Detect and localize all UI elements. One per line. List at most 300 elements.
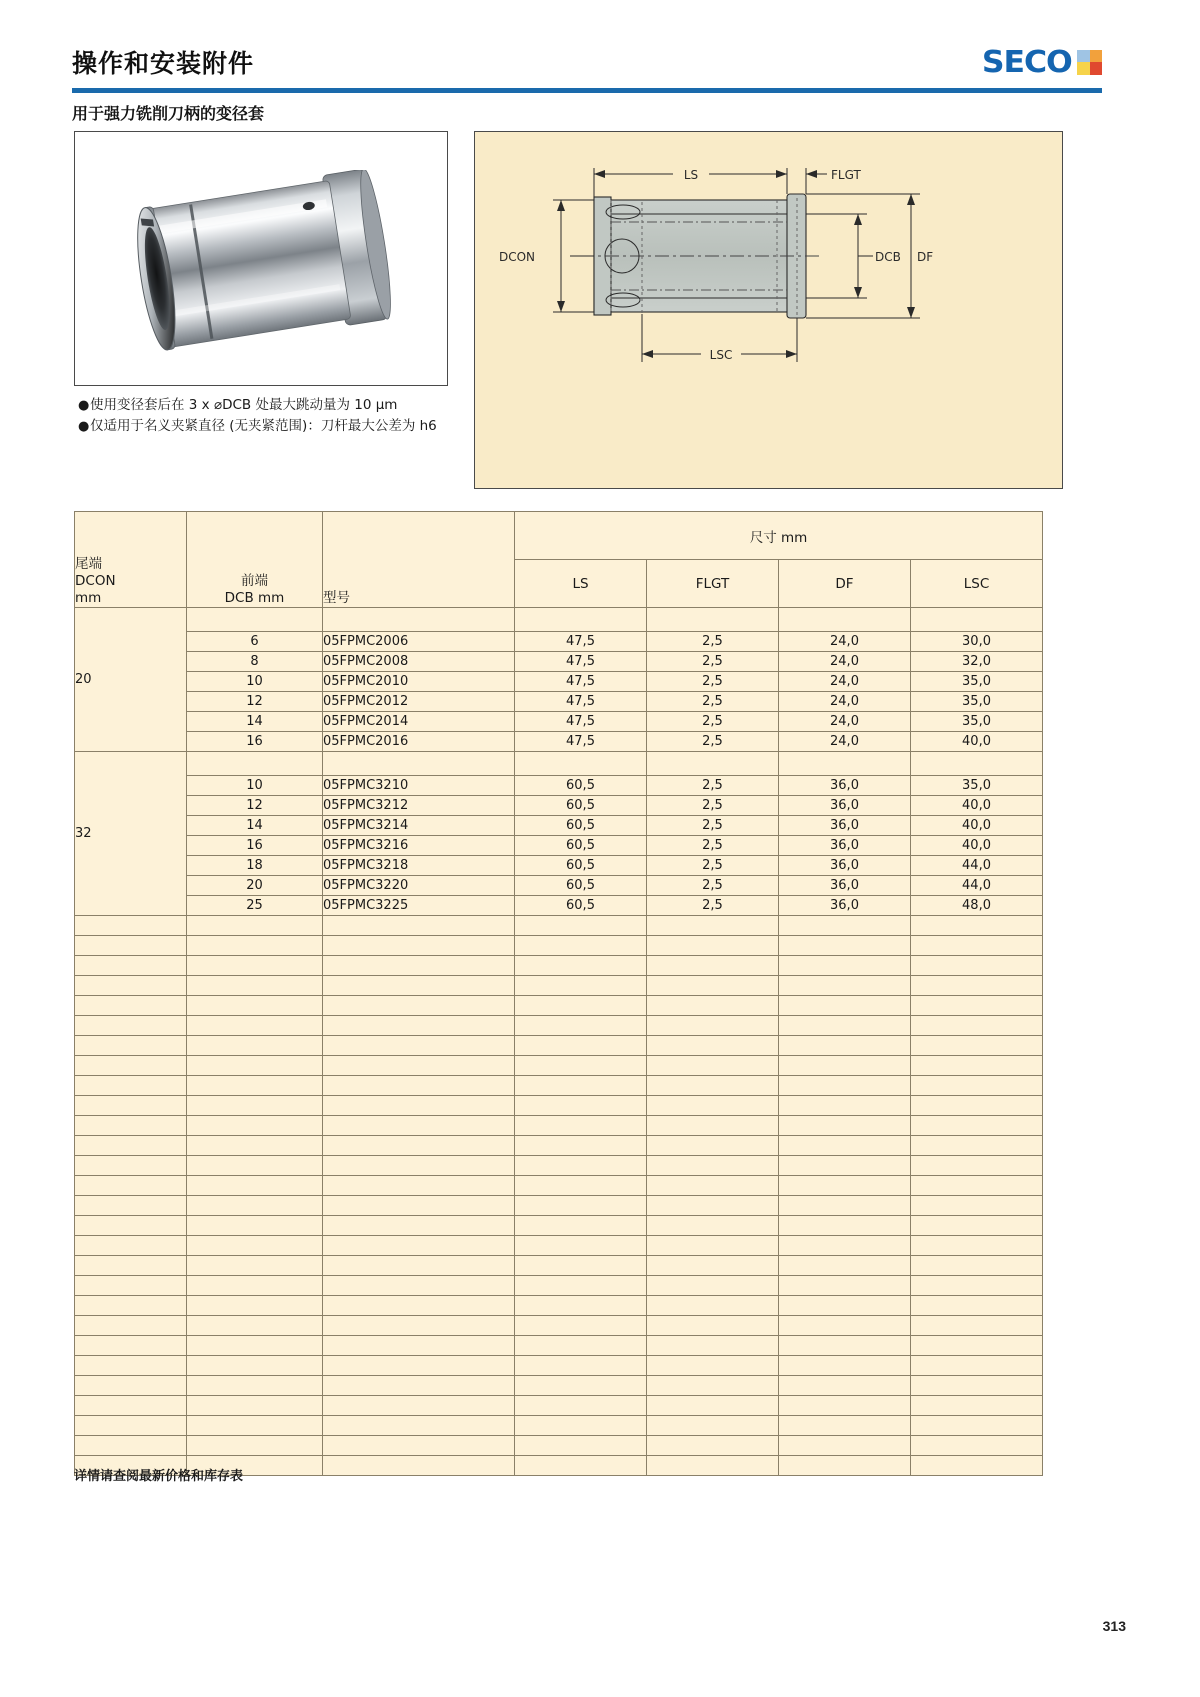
cell-model — [323, 936, 515, 956]
cell-lsc — [911, 1276, 1043, 1296]
page-title: 操作和安装附件 — [72, 49, 255, 78]
cell-lsc — [911, 996, 1043, 1016]
table-empty-row — [75, 1296, 1043, 1316]
cell-flgt: 2,5 — [647, 692, 779, 712]
cell-model — [323, 608, 515, 632]
cell-ls — [515, 1416, 647, 1436]
header-flgt: FLGT — [647, 560, 779, 608]
table-group-row — [75, 752, 1043, 776]
diagram-label-flgt: FLGT — [831, 168, 861, 182]
header-model — [323, 512, 515, 608]
cell-dcon — [75, 1036, 187, 1056]
cell-model — [323, 1456, 515, 1476]
cell-model — [323, 1356, 515, 1376]
cell-df — [779, 1156, 911, 1176]
cell-lsc — [911, 1316, 1043, 1336]
cell-flgt — [647, 1456, 779, 1476]
cell-lsc — [911, 752, 1043, 776]
header-dcon-line1: 尾端 — [75, 556, 102, 572]
cell-df — [779, 1176, 911, 1196]
cell-lsc — [911, 976, 1043, 996]
cell-df: 24,0 — [779, 692, 911, 712]
cell-df: 36,0 — [779, 836, 911, 856]
page-number: 313 — [1102, 1618, 1126, 1634]
cell-dcon — [75, 956, 187, 976]
cell-flgt — [647, 1016, 779, 1036]
header-df: DF — [779, 560, 911, 608]
table-header-row-1 — [75, 512, 1043, 560]
cell-model — [323, 1096, 515, 1116]
cell-ls — [515, 1376, 647, 1396]
cell-lsc — [911, 1396, 1043, 1416]
cell-lsc — [911, 1116, 1043, 1136]
table-empty-row — [75, 1436, 1043, 1456]
diagram-label-dcb: DCB — [875, 250, 901, 264]
header-dcb-line2: DCB mm — [224, 590, 285, 606]
cell-flgt — [647, 1396, 779, 1416]
logo-swatch-1 — [1077, 50, 1090, 63]
table-empty-row — [75, 1236, 1043, 1256]
bullet-marker-icon: ● — [78, 398, 90, 413]
cell-dcb — [187, 1076, 323, 1096]
cell-lsc — [911, 1436, 1043, 1456]
cell-lsc — [911, 1456, 1043, 1476]
cell-dcon — [75, 1356, 187, 1376]
table-empty-row — [75, 976, 1043, 996]
cell-dcb: 20 — [187, 876, 323, 896]
cell-dcon — [75, 1396, 187, 1416]
diagram-label-df: DF — [917, 250, 934, 264]
cell-ls — [515, 1176, 647, 1196]
table-empty-row — [75, 1196, 1043, 1216]
cell-dcb — [187, 916, 323, 936]
technical-drawing-box — [474, 131, 1063, 489]
cell-ls — [515, 1396, 647, 1416]
table-empty-row — [75, 1396, 1043, 1416]
header-dcon-line3: mm — [75, 590, 102, 606]
product-photo-box — [74, 131, 448, 386]
cell-ls: 60,5 — [515, 816, 647, 836]
cell-flgt: 2,5 — [647, 672, 779, 692]
cell-lsc: 44,0 — [911, 856, 1043, 876]
cell-df — [779, 1316, 911, 1336]
table-row — [75, 896, 1043, 916]
cell-model: 05FPMC3212 — [323, 796, 515, 816]
cell-dcon — [75, 936, 187, 956]
cell-dcb: 10 — [187, 776, 323, 796]
cell-df — [779, 1136, 911, 1156]
cell-dcb — [187, 1176, 323, 1196]
cell-model — [323, 1336, 515, 1356]
table-row — [75, 732, 1043, 752]
cell-df — [779, 1036, 911, 1056]
list-item — [78, 417, 478, 436]
cell-df — [779, 1416, 911, 1436]
cell-df — [779, 752, 911, 776]
table-empty-row — [75, 1076, 1043, 1096]
cell-dcb — [187, 1356, 323, 1376]
cell-df: 24,0 — [779, 672, 911, 692]
logo-swatch-4 — [1090, 62, 1103, 75]
table-empty-row — [75, 936, 1043, 956]
header-dcon-line2: DCON — [75, 573, 116, 589]
cell-dcon — [75, 1216, 187, 1236]
cell-df — [779, 1056, 911, 1076]
header-model-label: 型号 — [323, 590, 350, 606]
cell-model: 05FPMC2016 — [323, 732, 515, 752]
cell-flgt — [647, 916, 779, 936]
cell-df — [779, 1016, 911, 1036]
table-row — [75, 692, 1043, 712]
cell-lsc: 40,0 — [911, 836, 1043, 856]
cell-flgt — [647, 1376, 779, 1396]
header-ls: LS — [515, 560, 647, 608]
cell-flgt — [647, 976, 779, 996]
cell-model — [323, 1236, 515, 1256]
cell-flgt — [647, 1416, 779, 1436]
cell-df: 24,0 — [779, 632, 911, 652]
cell-df: 36,0 — [779, 896, 911, 916]
cell-flgt: 2,5 — [647, 896, 779, 916]
cell-ls: 47,5 — [515, 652, 647, 672]
cell-dcb: 18 — [187, 856, 323, 876]
section-subtitle: 用于强力铣削刀柄的变径套 — [72, 104, 265, 123]
cell-model — [323, 1196, 515, 1216]
cell-flgt: 2,5 — [647, 732, 779, 752]
cell-lsc: 40,0 — [911, 732, 1043, 752]
cell-model — [323, 1116, 515, 1136]
cell-df — [779, 1096, 911, 1116]
diagram-label-dcon: DCON — [498, 250, 536, 264]
table-empty-row — [75, 1036, 1043, 1056]
table-row — [75, 796, 1043, 816]
table-empty-row — [75, 1216, 1043, 1236]
page-header — [72, 36, 1102, 88]
cell-lsc — [911, 1016, 1043, 1036]
cell-flgt — [647, 1096, 779, 1116]
specification-table-wrapper — [74, 511, 1042, 1476]
cell-dcb — [187, 1236, 323, 1256]
cell-model: 05FPMC3225 — [323, 896, 515, 916]
cell-lsc: 35,0 — [911, 712, 1043, 732]
bullet-marker-icon: ● — [78, 419, 90, 434]
cell-ls — [515, 1216, 647, 1236]
table-row — [75, 632, 1043, 652]
table-empty-row — [75, 1276, 1043, 1296]
cell-ls — [515, 1076, 647, 1096]
cell-lsc: 35,0 — [911, 672, 1043, 692]
cell-df — [779, 1256, 911, 1276]
cell-lsc — [911, 1076, 1043, 1096]
cell-dcon — [75, 1316, 187, 1336]
cell-model — [323, 976, 515, 996]
cell-dcb — [187, 1156, 323, 1176]
cell-dcb — [187, 1056, 323, 1076]
table-empty-row — [75, 1356, 1043, 1376]
cell-lsc: 48,0 — [911, 896, 1043, 916]
cell-flgt — [647, 1076, 779, 1096]
cell-dcb — [187, 1316, 323, 1336]
diagram-label-ls: LS — [683, 168, 699, 182]
cell-flgt: 2,5 — [647, 776, 779, 796]
cell-ls — [515, 996, 647, 1016]
table-row — [75, 876, 1043, 896]
cell-dcon — [75, 1156, 187, 1176]
cell-ls — [515, 1036, 647, 1056]
cell-ls — [515, 1056, 647, 1076]
cell-dcb: 16 — [187, 732, 323, 752]
cell-ls: 47,5 — [515, 632, 647, 652]
cell-flgt — [647, 1356, 779, 1376]
header-dimension-group: 尺寸 mm — [515, 512, 1043, 560]
cell-ls — [515, 1096, 647, 1116]
cell-lsc — [911, 936, 1043, 956]
cell-model: 05FPMC2006 — [323, 632, 515, 652]
header-divider — [72, 88, 1102, 93]
footnote: 详情请查阅最新价格和库存表 — [74, 1469, 244, 1484]
cell-lsc — [911, 1136, 1043, 1156]
cell-flgt — [647, 1196, 779, 1216]
logo-swatch-3 — [1077, 62, 1090, 75]
cell-ls — [515, 1456, 647, 1476]
header-dcon — [75, 512, 187, 608]
table-row — [75, 652, 1043, 672]
cell-dcb: 14 — [187, 712, 323, 732]
cell-df — [779, 1456, 911, 1476]
cell-dcb — [187, 976, 323, 996]
diagram-label-lsc: LSC — [709, 348, 733, 362]
cell-lsc: 40,0 — [911, 796, 1043, 816]
cell-lsc — [911, 956, 1043, 976]
cell-dcb — [187, 1276, 323, 1296]
cell-dcb — [187, 1136, 323, 1156]
cell-ls — [515, 976, 647, 996]
cell-df — [779, 1396, 911, 1416]
cell-lsc: 40,0 — [911, 816, 1043, 836]
cell-ls — [515, 1276, 647, 1296]
cell-ls: 60,5 — [515, 796, 647, 816]
cell-model — [323, 1256, 515, 1276]
cell-dcon — [75, 1076, 187, 1096]
cell-flgt — [647, 996, 779, 1016]
cell-ls — [515, 1316, 647, 1336]
cell-ls: 60,5 — [515, 856, 647, 876]
cell-lsc: 35,0 — [911, 692, 1043, 712]
table-group-row — [75, 608, 1043, 632]
cell-flgt — [647, 1116, 779, 1136]
cell-df — [779, 1216, 911, 1236]
cell-ls: 60,5 — [515, 776, 647, 796]
cell-dcb — [187, 936, 323, 956]
cell-ls: 47,5 — [515, 732, 647, 752]
cell-lsc — [911, 1256, 1043, 1276]
cell-ls — [515, 956, 647, 976]
cell-flgt: 2,5 — [647, 632, 779, 652]
cell-flgt — [647, 608, 779, 632]
cell-df: 36,0 — [779, 796, 911, 816]
logo-swatch-2 — [1090, 50, 1103, 63]
cell-flgt — [647, 1176, 779, 1196]
cell-ls — [515, 1016, 647, 1036]
cell-ls: 60,5 — [515, 896, 647, 916]
cell-dcb — [187, 1096, 323, 1116]
cell-flgt — [647, 936, 779, 956]
cell-dcb — [187, 1116, 323, 1136]
cell-dcon — [75, 1436, 187, 1456]
cell-flgt — [647, 752, 779, 776]
cell-dcb — [187, 1216, 323, 1236]
cell-dcon — [75, 1016, 187, 1036]
cell-dcon — [75, 1296, 187, 1316]
cell-ls — [515, 608, 647, 632]
cell-lsc — [911, 916, 1043, 936]
cell-dcb — [187, 996, 323, 1016]
cell-df — [779, 936, 911, 956]
cell-dcb: 12 — [187, 796, 323, 816]
cell-df — [779, 1236, 911, 1256]
cell-model — [323, 1376, 515, 1396]
cell-lsc — [911, 1356, 1043, 1376]
cell-flgt: 2,5 — [647, 876, 779, 896]
cell-ls: 60,5 — [515, 876, 647, 896]
cell-dcb — [187, 956, 323, 976]
cell-dcon — [75, 976, 187, 996]
cell-model — [323, 1156, 515, 1176]
sleeve-dimension-drawing — [475, 132, 1064, 490]
table-row — [75, 816, 1043, 836]
cell-ls — [515, 1256, 647, 1276]
cell-lsc — [911, 1196, 1043, 1216]
cell-lsc — [911, 1296, 1043, 1316]
cell-dcon — [75, 1416, 187, 1436]
cell-df — [779, 956, 911, 976]
table-row — [75, 712, 1043, 732]
cell-flgt — [647, 1056, 779, 1076]
cell-flgt — [647, 1036, 779, 1056]
cell-lsc — [911, 1236, 1043, 1256]
cell-flgt — [647, 1296, 779, 1316]
cell-dcon — [75, 1376, 187, 1396]
seco-logo-color-block — [1077, 50, 1102, 75]
cell-flgt: 2,5 — [647, 796, 779, 816]
cell-flgt — [647, 956, 779, 976]
cell-flgt: 2,5 — [647, 712, 779, 732]
table-empty-row — [75, 1376, 1043, 1396]
cell-dcon — [75, 996, 187, 1016]
table-empty-row — [75, 1316, 1043, 1336]
table-empty-row — [75, 1416, 1043, 1436]
cell-model: 05FPMC3218 — [323, 856, 515, 876]
cell-model — [323, 1436, 515, 1456]
cell-flgt — [647, 1256, 779, 1276]
cell-model — [323, 1216, 515, 1236]
header-dcb — [187, 512, 323, 608]
cell-ls — [515, 1116, 647, 1136]
cell-ls — [515, 1336, 647, 1356]
cell-model — [323, 1056, 515, 1076]
cell-dcon — [75, 1116, 187, 1136]
cell-model — [323, 916, 515, 936]
cell-ls: 47,5 — [515, 692, 647, 712]
seco-logo-text: SECO — [982, 44, 1073, 80]
cell-df: 24,0 — [779, 732, 911, 752]
cell-dcb — [187, 1196, 323, 1216]
specification-table — [74, 511, 1043, 1476]
cell-dcb: 10 — [187, 672, 323, 692]
cell-model — [323, 1076, 515, 1096]
cell-model: 05FPMC3210 — [323, 776, 515, 796]
cell-dcb: 14 — [187, 816, 323, 836]
cell-dcon — [75, 1196, 187, 1216]
cell-df — [779, 916, 911, 936]
cell-model — [323, 1316, 515, 1336]
cell-dcon: 32 — [75, 752, 187, 916]
bullet-text: 使用变径套后在 3 x ⌀DCB 处最大跳动量为 10 µm — [90, 397, 398, 413]
cell-lsc — [911, 1156, 1043, 1176]
table-empty-row — [75, 1016, 1043, 1036]
cell-df — [779, 1436, 911, 1456]
cell-ls — [515, 1136, 647, 1156]
header-dcb-line1: 前端 — [241, 573, 268, 589]
cell-dcb — [187, 1336, 323, 1356]
cell-model — [323, 1276, 515, 1296]
cell-flgt — [647, 1336, 779, 1356]
cell-df — [779, 1356, 911, 1376]
cell-flgt: 2,5 — [647, 816, 779, 836]
cell-model — [323, 1176, 515, 1196]
cell-dcb — [187, 1256, 323, 1276]
cell-dcon — [75, 1176, 187, 1196]
cell-dcb — [187, 1396, 323, 1416]
cell-df: 36,0 — [779, 856, 911, 876]
cell-flgt — [647, 1156, 779, 1176]
cell-ls — [515, 936, 647, 956]
cell-dcon — [75, 1256, 187, 1276]
cell-model — [323, 1296, 515, 1316]
cell-dcb — [187, 1296, 323, 1316]
cell-dcon — [75, 1276, 187, 1296]
cell-lsc: 44,0 — [911, 876, 1043, 896]
cell-ls — [515, 916, 647, 936]
cell-df — [779, 1116, 911, 1136]
cell-dcon — [75, 1136, 187, 1156]
cell-flgt — [647, 1216, 779, 1236]
cell-lsc: 32,0 — [911, 652, 1043, 672]
cell-lsc — [911, 1176, 1043, 1196]
cell-model — [323, 1016, 515, 1036]
cell-dcb — [187, 1416, 323, 1436]
table-empty-row — [75, 956, 1043, 976]
cell-lsc — [911, 1416, 1043, 1436]
reduction-sleeve-image — [103, 170, 421, 355]
cell-dcon — [75, 1096, 187, 1116]
table-empty-row — [75, 1116, 1043, 1136]
table-head — [75, 512, 1043, 608]
cell-model — [323, 996, 515, 1016]
table-empty-row — [75, 916, 1043, 936]
cell-df — [779, 1276, 911, 1296]
table-empty-row — [75, 1056, 1043, 1076]
cell-lsc — [911, 1056, 1043, 1076]
cell-model — [323, 1416, 515, 1436]
cell-df — [779, 996, 911, 1016]
cell-df — [779, 1336, 911, 1356]
table-row — [75, 836, 1043, 856]
cell-df — [779, 1376, 911, 1396]
cell-df — [779, 976, 911, 996]
cell-df: 36,0 — [779, 776, 911, 796]
cell-model: 05FPMC2008 — [323, 652, 515, 672]
